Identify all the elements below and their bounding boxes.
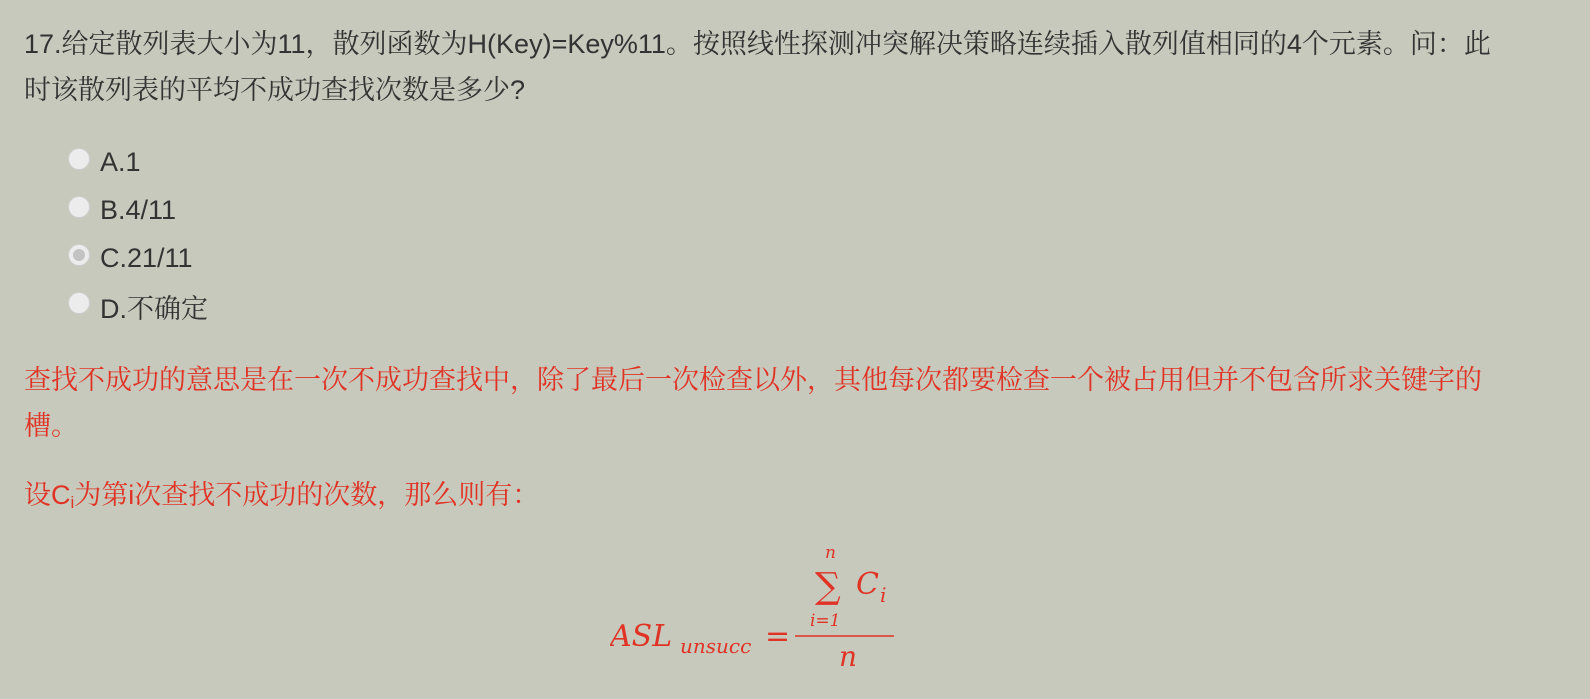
formula-numerator-subscript: i (880, 583, 887, 607)
option-b-label: B.4/11 (100, 194, 177, 225)
formula-lhs-subscript: unsucc (680, 634, 752, 658)
formula-numerator-var: C (856, 567, 879, 602)
formula-lhs: ASL (610, 619, 673, 654)
option-d-label: D.不确定 (100, 293, 208, 324)
explanation-paragraph-1: 查找不成功的意思是在一次不成功查找中，除了最后一次检查以外，其他每次都要检查一个被占用但并不包含所求关键字的槽。 (24, 365, 1482, 441)
quiz-page (24, 0, 1504, 526)
option-b[interactable] (68, 186, 1504, 234)
radio-option-c[interactable] (68, 244, 90, 266)
radio-option-d[interactable] (68, 292, 90, 314)
explanation-prefix: 设C (24, 480, 71, 510)
radio-option-a[interactable] (68, 148, 90, 170)
question-text: 17.给定散列表大小为11，散列函数为H(Key)=Key%11。按照线性探测冲突解决策略连续插入散列值相同的4个元素。问：此时该散列表的平均不成功查找次数是多少? (24, 29, 1491, 105)
option-c-label: C.21/11 (100, 242, 193, 273)
formula-sum-upper: n (825, 543, 836, 563)
option-c[interactable] (68, 234, 1504, 282)
explanation-suffix: 为第i次查找不成功的次数，那么则有： (74, 480, 540, 510)
option-d[interactable] (68, 282, 1504, 330)
answer-options (24, 138, 1504, 330)
explanation-subscript: i (70, 493, 75, 512)
explanation-paragraph-2 (24, 472, 1504, 526)
option-a-label: A.1 (100, 146, 141, 177)
formula-sum-lower: i=1 (810, 611, 841, 631)
option-a[interactable] (68, 138, 1504, 186)
asl-formula (610, 540, 910, 690)
formula-equals: = (765, 619, 791, 654)
formula-sum-symbol: ∑ (815, 566, 841, 607)
formula-denominator: n (839, 640, 858, 673)
radio-option-b[interactable] (68, 196, 90, 218)
